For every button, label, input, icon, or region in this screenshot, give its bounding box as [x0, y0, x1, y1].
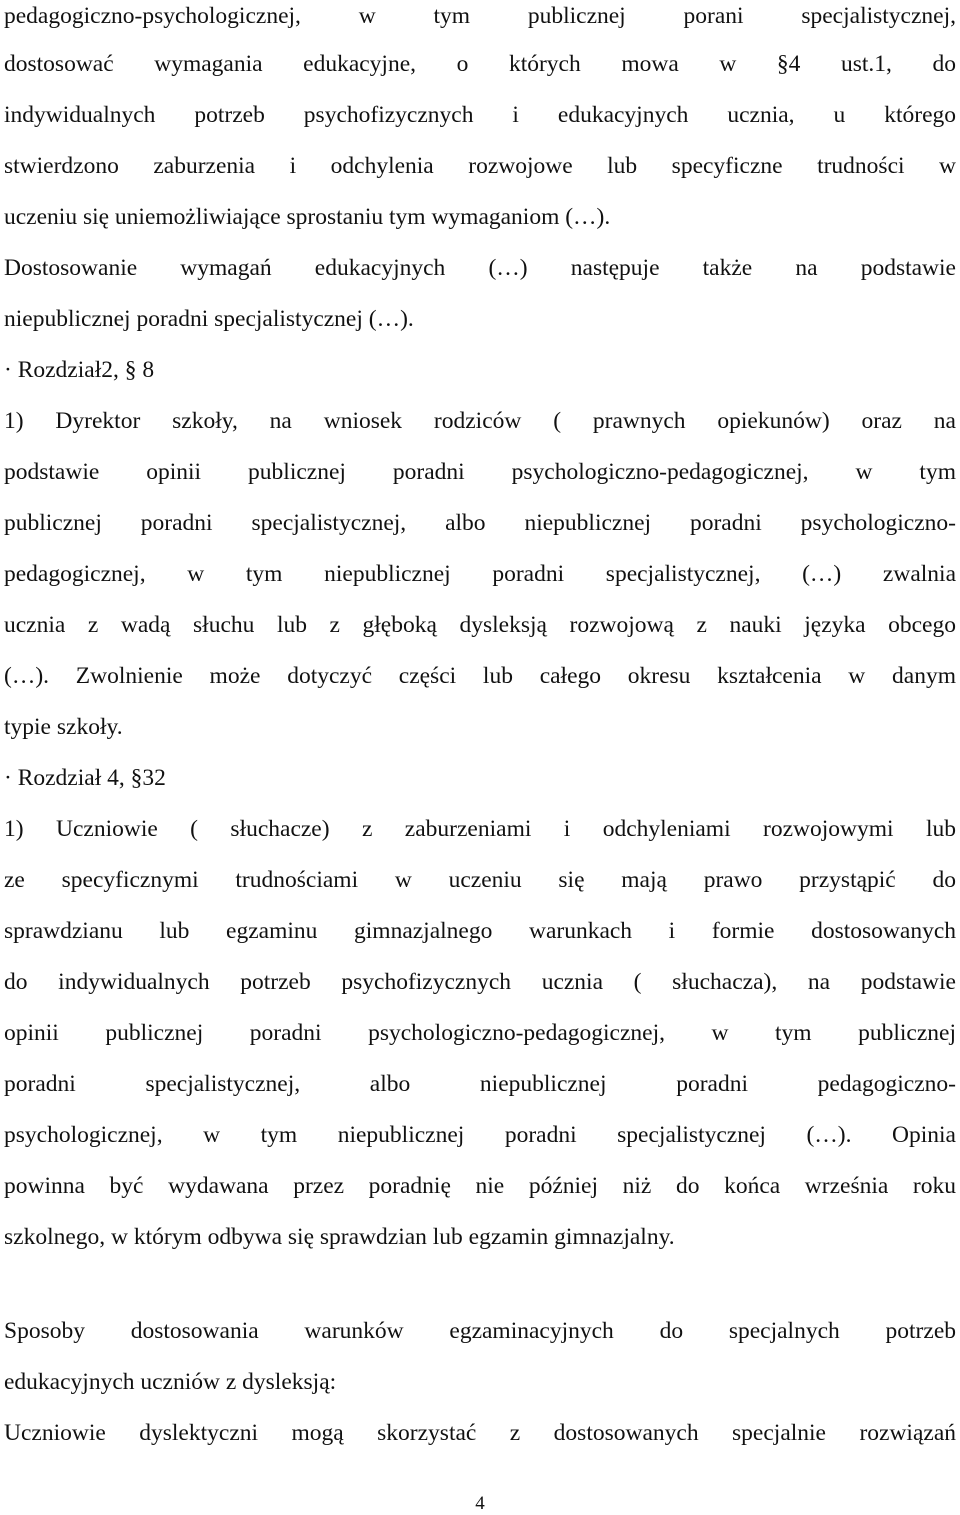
text-line: uczeniu się uniemożliwiające sprostaniu tym wymaganiom (…). — [4, 204, 611, 230]
text-line: publicznej poradni specjalistycznej, albo niepublicznej poradni psychologiczno- — [4, 510, 956, 536]
text-line: szkolnego, w którym odbywa się sprawdzian lub egzamin gimnazjalny. — [4, 1224, 675, 1250]
text-line: Dostosowanie wymagań edukacyjnych (…) następuje także na podstawie — [4, 255, 956, 281]
text-line: Sposoby dostosowania warunków egzaminacyjnych do specjalnych potrzeb — [4, 1318, 956, 1344]
page-number: 4 — [475, 1493, 485, 1514]
text-line: podstawie opinii publicznej poradni psychologiczno-pedagogicznej, w tym — [4, 459, 956, 485]
text-line: ze specyficznymi trudnościami w uczeniu się mają prawo przystąpić do — [4, 867, 956, 893]
text-line: dostosować wymagania edukacyjne, o których mowa w §4 ust.1, do — [4, 51, 956, 77]
text-line: psychologicznej, w tym niepublicznej poradni specjalistycznej (…). Opinia — [4, 1122, 956, 1148]
section-heading: · Rozdział 4, §32 — [4, 765, 166, 791]
text-line: 1) Dyrektor szkoły, na wniosek rodziców ( prawnych opiekunów) oraz na — [4, 408, 956, 434]
text-line: pedagogicznej, w tym niepublicznej poradni specjalistycznej, (…) zwalnia — [4, 561, 956, 587]
text-line: niepublicznej poradni specjalistycznej (…). — [4, 306, 414, 332]
text-line: opinii publicznej poradni psychologiczno-pedagogicznej, w tym publicznej — [4, 1020, 956, 1046]
text-line: sprawdzianu lub egzaminu gimnazjalnego warunkach i formie dostosowanych — [4, 918, 956, 944]
text-line: ucznia z wadą słuchu lub z głęboką dysleksją rozwojową z nauki języka obcego — [4, 612, 956, 638]
text-line: stwierdzono zaburzenia i odchylenia rozwojowe lub specyficzne trudności w — [4, 153, 956, 179]
text-line: do indywidualnych potrzeb psychofizycznych ucznia ( słuchacza), na podstawie — [4, 969, 956, 995]
section-heading: · Rozdział2, § 8 — [4, 357, 155, 383]
text-line: poradni specjalistycznej, albo niepublicznej poradni pedagogiczno- — [4, 1071, 956, 1097]
text-line: typie szkoły. — [4, 714, 123, 740]
text-line: powinna być wydawana przez poradnię nie później niż do końca września roku — [4, 1173, 956, 1199]
text-line: indywidualnych potrzeb psychofizycznych i edukacyjnych ucznia, u którego — [4, 102, 956, 128]
text-line: edukacyjnych uczniów z dysleksją: — [4, 1369, 337, 1395]
text-line: Uczniowie dyslektyczni mogą skorzystać z dostosowanych specjalnie rozwiązań — [4, 1420, 956, 1446]
text-line: pedagogiczno-psychologicznej, w tym publicznej porani specjalistycznej, — [4, 3, 956, 29]
text-line: 1) Uczniowie ( słuchacze) z zaburzeniami i odchyleniami rozwojowymi lub — [4, 816, 956, 842]
text-line: (…). Zwolnienie może dotyczyć części lub całego okresu kształcenia w danym — [4, 663, 956, 689]
